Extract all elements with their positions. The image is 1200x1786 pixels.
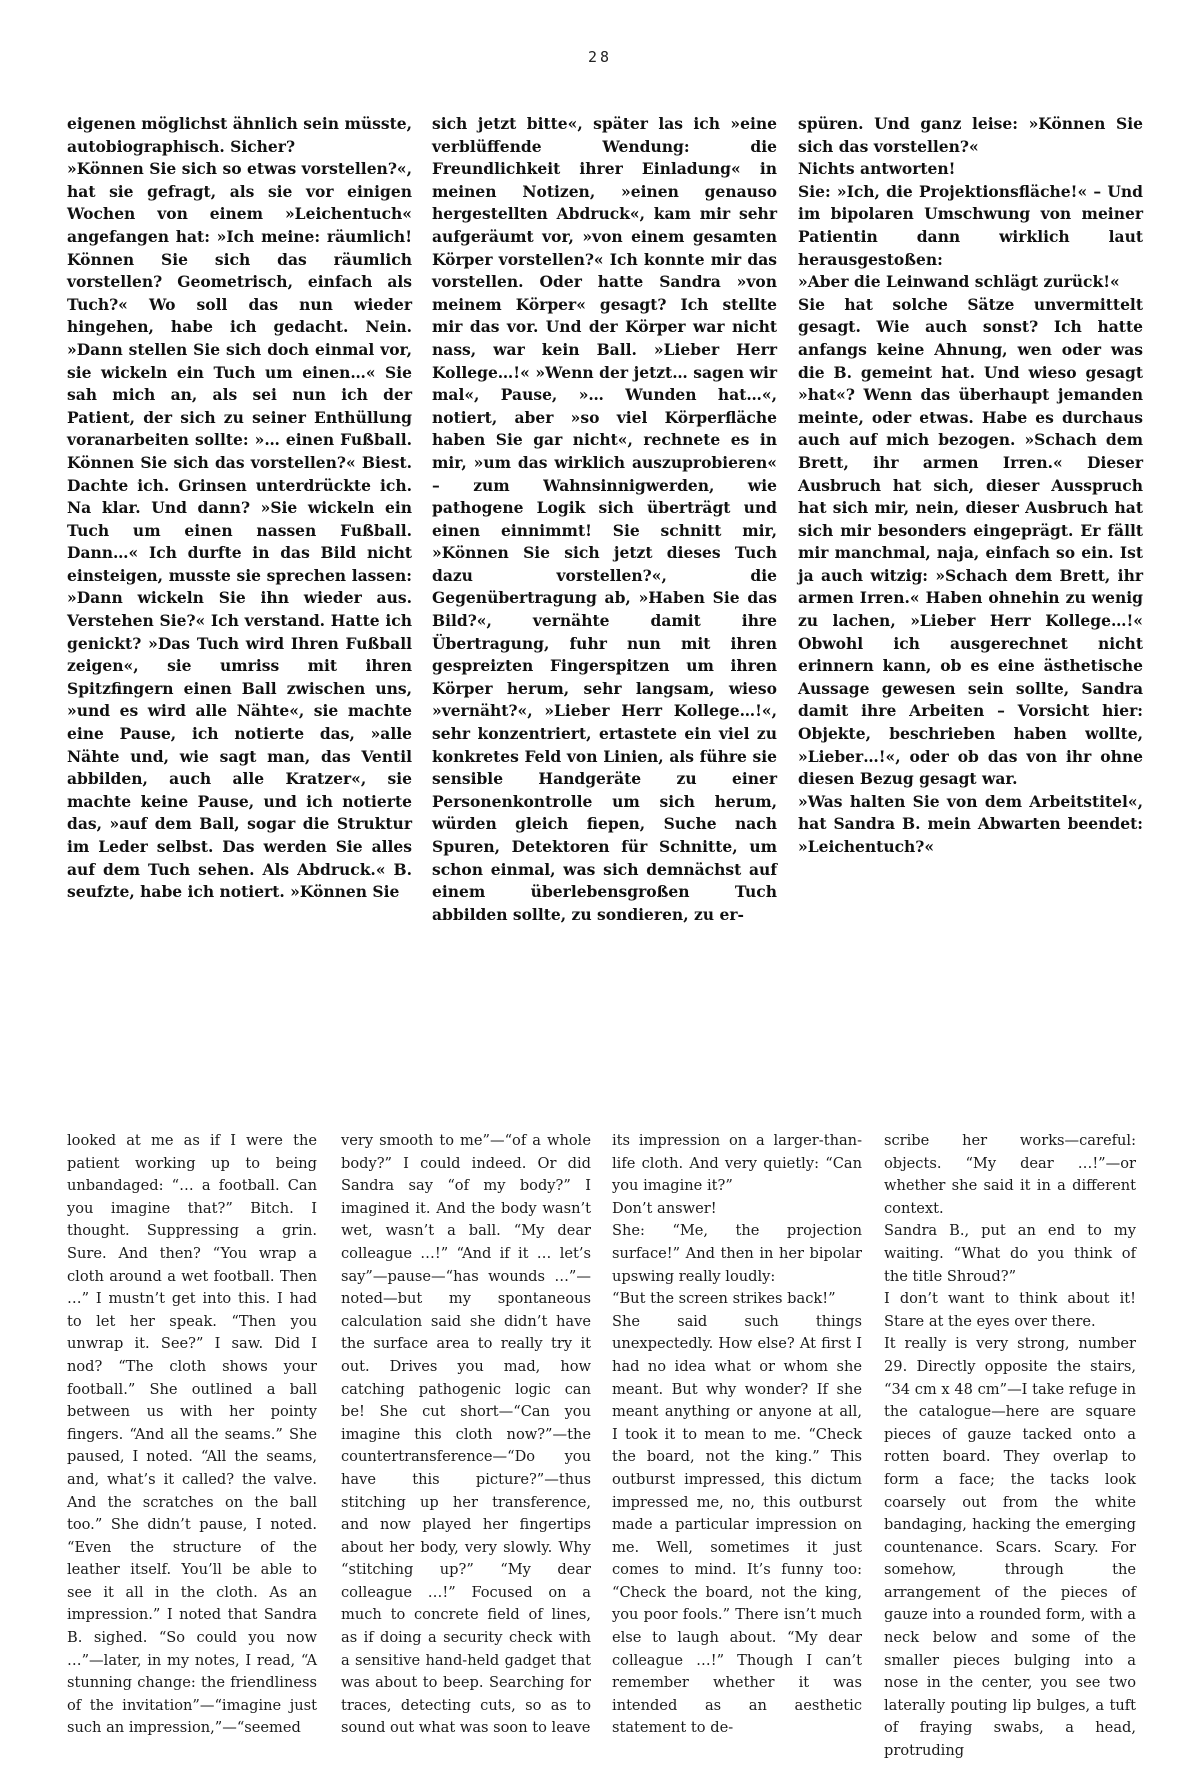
paragraph: Sie: »Ich, die Projektionsfläche!« – Und im bipolaren Umschwung von meiner Patientin dann wirklich laut herausgestoßen: <box>798 181 1143 269</box>
paragraph: »Aber die Leinwand schlägt zurück!« <box>798 272 1120 292</box>
german-column-2 <box>432 113 777 926</box>
paragraph: She said such things unexpectedly. How else? At first I had no idea what or whom she meant. But why wonder? If she meant anything or anyone at all, I took it to mean to me. “Check the board, not the king.” This outburst impressed, this dictum impressed me, no, this outburst made a particular impression on me. Well, sometimes it just comes to mind. It’s funny too: “Check the board, not the king, you poor fools.” There isn’t much else to laugh about. “My dear colleague …!” Though I can’t remember whether it was intended as an aesthetic statement to de- <box>612 1312 862 1737</box>
paragraph: »Können Sie sich so etwas vorstellen?«, hat sie gefragt, als sie vor einigen Wochen von einem »Leichentuch« angefangen hat: »Ich meine: räumlich! Können Sie sich das räumlich vorstellen? Geometrisch, einfach als Tuch?« Wo soll das nun wieder hingehen, habe ich gedacht. Nein. »Dann stellen Sie sich doch einmal vor, sie wickeln ein Tuch um einen…« Sie sah mich an, als sei nun ich der Patient, der sich zu seiner Enthüllung voranarbeiten sollte: »… einen Fußball. Können Sie sich das vorstellen?« Biest. Dachte ich. Grinsen unterdrückte ich. Na klar. Und dann? »Sie wickeln ein Tuch um einen nassen Fußball. Dann…« Ich durfte in das Bild nicht einsteigen, musste sie sprechen lassen: »Dann wickeln Sie ihn wieder aus. Verstehen Sie?« Ich verstand. Hatte ich genickt? »Das Tuch wird Ihren Fußball zeigen«, sie umriss mit ihren Spitzfingern einen Ball zwischen uns, »und es wird alle Nähte«, sie machte eine Pause, ich notierte das, »alle Nähte und, wie sagt man, das Ventil abbilden, auch alle Kratzer«, sie machte keine Pause, und ich notierte das, »auf dem Ball, sogar die Struktur im Leder selbst. Das werden Sie alles auf dem Tuch sehen. Als Abdruck.« B. seufzte, habe ich notiert. »Können Sie <box>67 159 412 902</box>
paragraph: I don’t want to think about it! Stare at the eyes over there. <box>884 1290 1136 1330</box>
paragraph: very smooth to me”—“of a whole body?” I could indeed. Or did Sandra say “of my body?” I imagined it. And the body wasn’t wet, wasn’t a ball. “My dear colleague …!” “And if it … let’s say”—pause—“has wounds …”—noted—but my spontaneous calculation said she didn’t have the surface area to really try it out. Drives you mad, how catching pathogenic logic can be! She cut short—“Can you imagine this cloth now?”—the countertransference—“Do you have this picture?”—thus stitching up her transference, and now played her fingertips about her body, very slowly. Why “stitching up?” “My dear colleague …!” Focused on a much to concrete field of lines, as if doing a security check with a sensitive hand-held gadget that was about to beep. Searching for traces, detecting cuts, so as to sound out what was soon to leave <box>341 1132 591 1737</box>
paragraph: Don’t answer! <box>612 1199 717 1217</box>
german-column-1 <box>67 113 412 904</box>
paragraph: eigenen möglichst ähnlich sein müsste, autobiographisch. Sicher? <box>67 114 412 156</box>
paragraph: It really is very strong, number 29. Directly opposite the stairs, “34 cm x 48 cm”—I take refuge in the catalogue—here are square pieces of gauze tacked onto a rotten board. They overlap to form a face; the tacks look coarsely out from the white bandaging, hacking the emerging countenance. Scars. Scary. For somehow, through the arrangement of the pieces of gauze into a rounded form, with a neck below and some of the smaller pieces bulging into a nose in the center, you see two laterally pouting lip bulges, a tuft of fraying swabs, a head, protruding <box>884 1335 1136 1760</box>
paragraph: She: “Me, the projection surface!” And then in her bipolar upswing really loudly: <box>612 1222 862 1285</box>
english-column-4 <box>884 1130 1136 1763</box>
paragraph: spüren. Und ganz leise: »Können Sie sich das vorstellen?« <box>798 114 1143 156</box>
english-column-3 <box>612 1130 862 1740</box>
paragraph: Sandra B., put an end to my waiting. “What do you think of the title Shroud?” <box>884 1222 1136 1285</box>
paragraph: scribe her works—careful: objects. “My dear …!”—or whether she said it in a different context. <box>884 1132 1136 1217</box>
paragraph: Nichts antworten! <box>798 159 956 179</box>
page-number: 28 <box>587 48 613 66</box>
paragraph: its impression on a larger-than-life cloth. And very quietly: “Can you imagine it?” <box>612 1132 862 1195</box>
english-column-1 <box>67 1130 317 1740</box>
german-column-3 <box>798 113 1143 859</box>
paragraph: sich jetzt bitte«, später las ich »eine verblüffende Wendung: die Freundlichkeit ihrer Einladung« in meinen Notizen, »einen genauso hergestellten Abdruck«, kam mir sehr aufgeräumt vor, »von einem gesamten Körper vorstellen?« Ich konnte mir das vorstellen. Oder hatte Sandra »von meinem Körper« gesagt? Ich stellte mir das vor. Und der Körper war nicht nass, war kein Ball. »Lieber Herr Kollege…!« »Wenn der jetzt… sagen wir mal«, Pause, »… Wunden hat…«, notiert, aber »so viel Körperfläche haben Sie gar nicht«, rechnete es in mir, »um das wirklich auszuprobieren« – zum Wahnsinnigwerden, wie pathogene Logik sich überträgt und einen einnimmt! Sie schnitt mir, »Können Sie sich jetzt dieses Tuch dazu vorstellen?«, die Gegenübertragung ab, »Haben Sie das Bild?«, vernähte damit ihre Übertragung, fuhr nun mit ihren gespreizten Fingerspitzen um ihren Körper herum, sehr langsam, wieso »vernäht?«, »Lieber Herr Kollege…!«, sehr konzentriert, ertastete ein viel zu konkretes Feld von Linien, als führe sie sensible Handgeräte zu einer Personenkontrolle um sich herum, würden gleich fiepen, Suche nach Spuren, Detektoren für Schnitte, um schon einmal, was sich demnächst auf einem überlebensgroßen Tuch abbilden sollte, zu sondieren, zu er- <box>432 114 777 924</box>
paragraph: “But the screen strikes back!” <box>612 1290 836 1308</box>
paragraph: looked at me as if I were the patient working up to being unbandaged: “… a football. Can you imagine that?” Bitch. I thought. Suppressing a grin. Sure. And then? “You wrap a cloth around a wet football. Then …” I mustn’t get into this. I had to let her speak. “Then you unwrap it. See?” I saw. Did I nod? “The cloth shows your football.” She outlined a ball between us with her pointy fingers. “And all the seams.” She paused, I noted. “All the seams, and, what’s it called? the valve. And the scratches on the ball too.” She didn’t pause, I noted. “Even the structure of the leather itself. You’ll be able to see it all in the cloth. As an impression.” I noted that Sandra B. sighed. “So could you now …”—later, in my notes, I read, “A stunning change: the friendliness of the invitation”—“imagine just such an impression,”—“seemed <box>67 1132 317 1737</box>
paragraph: Sie hat solche Sätze unvermittelt gesagt. Wie auch sonst? Ich hatte anfangs keine Ahnung, wen oder was die B. gemeint hat. Und wieso gesagt »hat«? Wenn das überhaupt jemanden meinte, oder etwas. Habe es durchaus auch auf mich bezogen. »Schach dem Brett, ihr armen Irren.« Dieser Ausbruch hat sich, dieser Ausspruch hat sich mir, nein, dieser Ausbruch hat sich mir besonders eingeprägt. Er fällt mir manchmal, naja, einfach so ein. Ist ja auch witzig: »Schach dem Brett, ihr armen Irren.« Haben ohnehin zu wenig zu lachen, »Lieber Herr Kollege…!« Obwohl ich ausgerechnet nicht erinnern kann, ob es eine ästhetische Aussage gewesen sein sollte, Sandra damit ihre Arbeiten – Vorsicht hier: Objekte, beschrieben haben wollte, »Lieber…!«, oder ob das von ihr ohne diesen Bezug gesagt war. <box>798 294 1143 789</box>
paragraph: »Was halten Sie von dem Arbeitstitel«, hat Sandra B. mein Abwarten beendet: »Leichentuch?« <box>798 791 1143 856</box>
english-column-2 <box>341 1130 591 1740</box>
